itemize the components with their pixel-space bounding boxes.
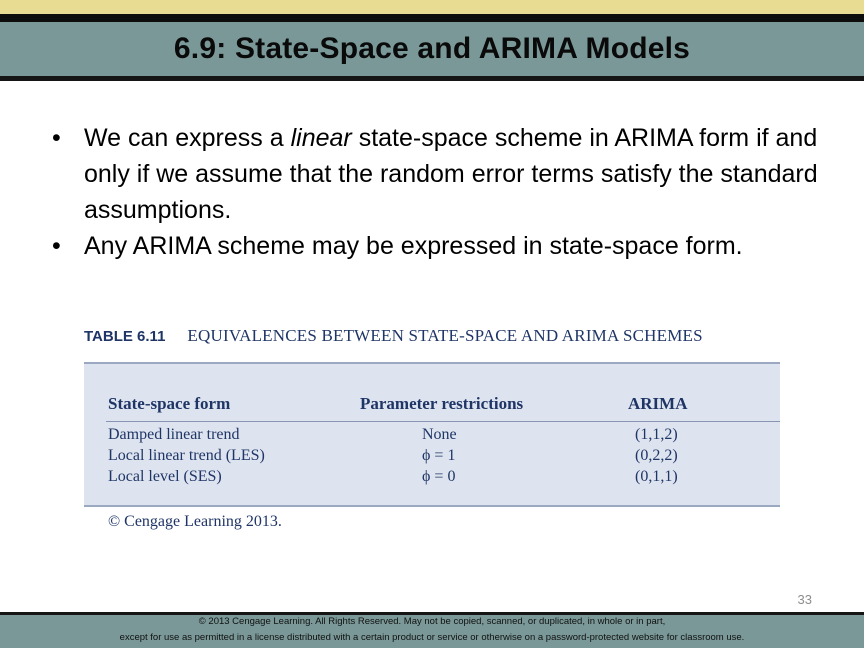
title-bar xyxy=(0,22,864,76)
table-heading xyxy=(84,326,703,346)
footer-line-2: except for use as permitted in a license distributed with a certain product or service or otherwise on a password-protected website for classroom use. xyxy=(119,632,745,643)
bullet-text: Any ARIMA scheme may be expressed in state-space form. xyxy=(84,232,743,260)
column-header-state-space: State-space form xyxy=(108,394,231,413)
table-copyright: © Cengage Learning 2013. xyxy=(108,513,282,530)
bullet-item xyxy=(52,120,822,228)
table-number: TABLE 6.11 xyxy=(84,328,166,345)
top-divider xyxy=(0,14,864,22)
slide-title: 6.9: State-Space and ARIMA Models xyxy=(173,32,691,65)
page-number: 33 xyxy=(797,592,812,607)
table-cell: (0,1,1) xyxy=(635,468,678,485)
equivalence-table xyxy=(84,362,780,507)
column-header-parameters: Parameter restrictions xyxy=(360,394,524,413)
table-title: EQUIVALENCES BETWEEN STATE-SPACE AND ARIMA SCHEMES xyxy=(187,326,703,345)
table-cell: Local linear trend (LES) xyxy=(108,447,265,464)
bullet-item xyxy=(52,228,822,264)
bullet-list xyxy=(52,120,822,264)
table-cell: (0,2,2) xyxy=(635,447,678,464)
table-cell: None xyxy=(422,426,457,443)
bullet-emphasis: linear xyxy=(290,124,352,152)
table-cell: ϕ = 1 xyxy=(422,447,456,464)
footer-line-1: © 2013 Cengage Learning. All Rights Reserved. May not be copied, scanned, or duplicated, in whole or in part, xyxy=(198,616,666,627)
column-header-arima: ARIMA xyxy=(628,394,688,413)
bullet-marker: • xyxy=(52,124,61,152)
table-cell: ϕ = 0 xyxy=(422,468,456,485)
bullet-marker: • xyxy=(52,232,61,260)
table-cell: (1,1,2) xyxy=(635,426,678,443)
table-cell: Damped linear trend xyxy=(108,426,240,443)
footer-divider xyxy=(0,612,864,615)
bullet-text: We can express a xyxy=(84,124,291,152)
top-accent-stripe xyxy=(0,0,864,14)
header-divider xyxy=(106,421,780,422)
table-cell: Local level (SES) xyxy=(108,468,222,485)
bullet-text: state-space scheme in ARIMA form if and only if we assume that the random error terms satisfy the standard assumptions. xyxy=(84,124,818,224)
title-divider xyxy=(0,76,864,81)
